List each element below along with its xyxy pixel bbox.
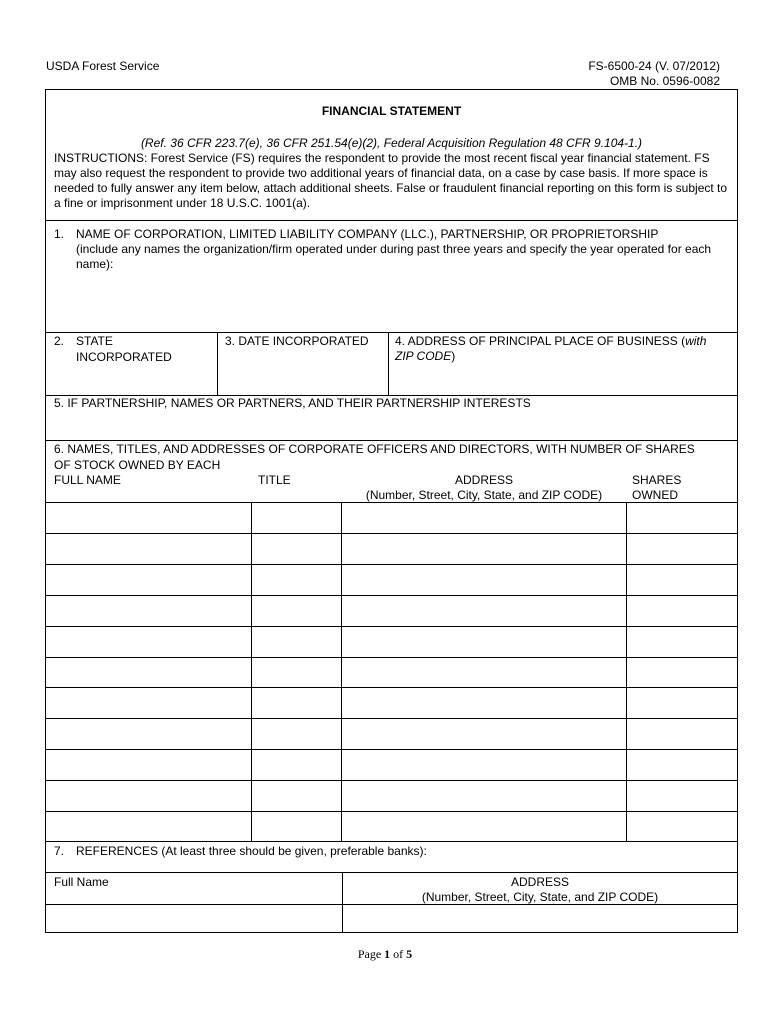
officers-col-full-name: FULL NAME: [54, 473, 121, 487]
page-total: 5: [406, 947, 413, 961]
references-col-full-name: Full Name: [54, 875, 109, 889]
table-row[interactable]: [46, 905, 737, 932]
omb-number: OMB No. 0596-0082: [609, 74, 720, 88]
table-row[interactable]: [46, 565, 737, 595]
officers-col-shares: [632, 473, 681, 503]
page-number: [0, 947, 770, 962]
references-col-address-line1: ADDRESS: [510, 875, 569, 889]
officers-col-address: [342, 473, 626, 503]
officers-col-address-line2: (Number, Street, City, State, and ZIP CODE): [365, 488, 603, 502]
section-6-heading: 6. NAMES, TITLES, AND ADDRESSES OF CORPORATE OFFICERS AND DIRECTORS, WITH NUMBER OF SHARES: [54, 442, 695, 456]
business-address-field[interactable]: [390, 368, 735, 392]
form-reference: (Ref. 36 CFR 223.7(e), 36 CFR 251.54(e)(2), Federal Acquisition Regulation 48 CFR 9.104-1.): [140, 136, 643, 150]
organization-name-field[interactable]: [48, 274, 736, 329]
agency-name: USDA Forest Service: [46, 59, 160, 73]
section-2-number: 2.: [54, 334, 65, 348]
section-7-number: 7.: [54, 844, 65, 858]
form-instructions: INSTRUCTIONS: Forest Service (FS) requires the respondent to provide the most recent fiscal year financial statement. FS may also request the respondent to provide two additional years of financial data, on a case by case basis. If more space is needed to fully answer any item below, attach additional sheets. False or fraudulent financial reporting on this form is subject to a fine or imprisonment under 18 U.S.C. 1001(a).: [54, 151, 728, 210]
section-4-label: [395, 334, 737, 364]
table-row[interactable]: [46, 812, 737, 841]
table-row[interactable]: [46, 627, 737, 657]
financial-statement-form: [45, 89, 738, 933]
page-current: 1: [384, 947, 391, 961]
form-title: FINANCIAL STATEMENT: [321, 104, 462, 118]
officers-col-title: TITLE: [258, 473, 291, 487]
table-row[interactable]: [46, 658, 737, 687]
state-incorporated-field[interactable]: [48, 366, 214, 392]
section-3-label: 3. DATE INCORPORATED: [225, 334, 369, 348]
section-1-heading: NAME OF CORPORATION, LIMITED LIABILITY COMPANY (LLC.), PARTNERSHIP, OR PROPRIETORSHIP: [76, 227, 659, 241]
table-row[interactable]: [46, 750, 737, 780]
form-number: FS-6500-24 (V. 07/2012): [588, 59, 720, 73]
section-1-subheading: (include any names the organization/firm operated under during past three years and specify the year operated for each name):: [76, 242, 712, 271]
references-col-address: [343, 875, 737, 905]
section-4-text: 4. ADDRESS OF PRINCIPAL PLACE OF BUSINESS (: [395, 334, 686, 348]
section-4-with: with: [685, 334, 707, 348]
table-row[interactable]: [46, 781, 737, 811]
table-row[interactable]: [46, 688, 737, 718]
section-4-zip: ZIP CODE: [395, 349, 452, 363]
section-6-subheading: OF STOCK OWNED BY EACH: [54, 458, 221, 472]
table-row[interactable]: [46, 719, 737, 749]
section-5-label: 5. IF PARTNERSHIP, NAMES OR PARTNERS, AND THEIR PARTNERSHIP INTERESTS: [54, 396, 531, 410]
table-row[interactable]: [46, 503, 737, 533]
table-row[interactable]: [46, 534, 737, 564]
section-7-label: REFERENCES (At least three should be given, preferable banks):: [76, 844, 427, 858]
section-4-close: ): [451, 349, 456, 363]
section-1-number: 1.: [54, 227, 65, 241]
page-prefix: Page: [357, 947, 385, 961]
form-identifier: [588, 59, 720, 89]
date-incorporated-field[interactable]: [219, 352, 385, 392]
section-2-label-line2: INCORPORATED: [76, 350, 172, 364]
table-row[interactable]: [46, 596, 737, 626]
partnership-interests-field[interactable]: [48, 412, 736, 437]
officers-table-body: [46, 503, 737, 841]
page-of: of: [390, 947, 407, 961]
section-2-label-line1: STATE: [76, 334, 113, 348]
references-col-address-line2: (Number, Street, City, State, and ZIP CODE): [421, 890, 659, 904]
officers-col-shares-line2: OWNED: [632, 488, 678, 502]
officers-col-shares-line1: SHARES: [632, 473, 682, 487]
officers-col-address-line1: ADDRESS: [454, 473, 513, 487]
